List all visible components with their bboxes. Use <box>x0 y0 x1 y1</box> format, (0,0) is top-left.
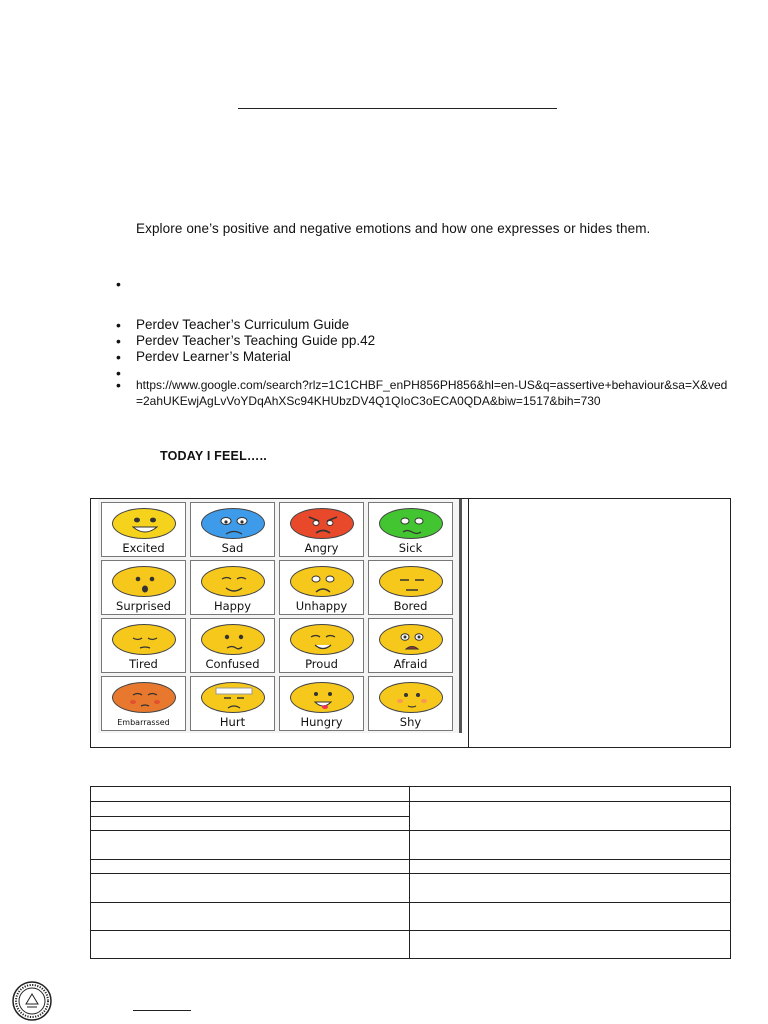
emotion-cell-afraid <box>368 618 453 673</box>
bullet-icon: • <box>116 349 121 365</box>
emotion-cell-sad <box>190 502 275 557</box>
emotion-label: Hurt <box>219 715 246 729</box>
emotion-label: Hungry <box>300 715 343 729</box>
emotion-cell-surprised <box>101 560 186 615</box>
emotion-label: Excited <box>122 541 165 555</box>
hungry-face-icon <box>290 682 354 713</box>
reference-item: • Perdev Teacher’s Curriculum Guide <box>116 317 350 333</box>
activity-heading: TODAY I FEEL….. <box>160 449 267 463</box>
reference-list <box>112 276 732 409</box>
emotion-cell-happy <box>190 560 275 615</box>
sad-face-icon <box>201 508 265 539</box>
table-divider <box>468 499 469 747</box>
row-divider <box>91 801 730 802</box>
happy-face-icon <box>201 566 265 597</box>
school-seal-icon <box>12 981 52 1021</box>
emotion-cell-sick <box>368 502 453 557</box>
objective-text: Explore one’s positive and negative emotions and how one expresses or hides them. <box>136 221 651 236</box>
embarrassed-face-icon <box>112 682 176 713</box>
emotion-label: Happy <box>213 599 252 613</box>
row-divider <box>91 873 730 874</box>
proud-face-icon <box>290 624 354 655</box>
emotion-cell-proud <box>279 618 364 673</box>
emotion-cell-confused <box>190 618 275 673</box>
emotion-cell-angry <box>279 502 364 557</box>
emotion-label: Sad <box>221 541 244 555</box>
reference-item: • Perdev Learner’s Material <box>116 349 291 365</box>
emotion-cell-unhappy <box>279 560 364 615</box>
emotion-label: Unhappy <box>295 599 348 613</box>
shy-face-icon <box>379 682 443 713</box>
emotion-cell-shy <box>368 676 453 731</box>
emotion-cell-hurt <box>190 676 275 731</box>
emotions-chart <box>98 499 462 733</box>
emotion-cell-bored <box>368 560 453 615</box>
bullet-icon: • <box>116 276 121 292</box>
emotion-cell-hungry <box>279 676 364 731</box>
row-divider <box>91 902 730 903</box>
emotion-label: Tired <box>129 657 158 671</box>
reference-item <box>112 292 732 317</box>
emotion-cell-excited <box>101 502 186 557</box>
tired-face-icon <box>112 624 176 655</box>
afraid-face-icon <box>379 624 443 655</box>
emotion-cell-tired <box>101 618 186 673</box>
reference-item <box>112 365 732 381</box>
emotion-label: Embarrassed <box>117 718 170 727</box>
bored-face-icon <box>379 566 443 597</box>
emotion-label: Surprised <box>116 599 171 613</box>
angry-face-icon <box>290 508 354 539</box>
reference-item <box>112 276 732 292</box>
emotion-label: Angry <box>304 541 339 555</box>
bullet-icon: • <box>116 333 121 349</box>
surprised-face-icon <box>112 566 176 597</box>
emotion-label: Shy <box>399 715 422 729</box>
footer-line <box>133 1010 191 1011</box>
bullet-icon: • <box>116 377 121 393</box>
reference-url[interactable]: https://www.google.com/search?rlz=1C1CHBF_enPH856PH856&hl=en-US&q=assertive+behaviour&sa=X&ved=2ahUKEwjAgLvVoYDqAhXSc94KHUbzDV4Q1QIoC3oECA0QDA&biw=1517&bih=730 <box>136 378 728 408</box>
sick-face-icon <box>379 508 443 539</box>
reference-url-item[interactable] <box>112 377 732 409</box>
hurt-face-icon <box>201 682 265 713</box>
reference-item: • Perdev Teacher’s Teaching Guide pp.42 <box>116 333 376 349</box>
emotion-label: Sick <box>398 541 423 555</box>
grin-face-icon <box>112 508 176 539</box>
bullet-icon: • <box>116 317 121 333</box>
emotion-label: Afraid <box>393 657 428 671</box>
bullet-icon: • <box>116 365 121 381</box>
unhappy-face-icon <box>290 566 354 597</box>
title-blank-line <box>238 108 557 109</box>
feelings-table <box>90 498 731 748</box>
row-divider <box>91 859 730 860</box>
emotion-label: Bored <box>393 599 428 613</box>
worksheet-table <box>90 786 731 959</box>
emotion-label: Proud <box>305 657 338 671</box>
emotion-cell-embarrassed <box>101 676 186 731</box>
row-divider <box>91 830 730 831</box>
emotion-label: Confused <box>205 657 260 671</box>
confused-face-icon <box>201 624 265 655</box>
row-divider <box>91 930 730 931</box>
emotions-grid <box>101 502 453 731</box>
row-divider <box>91 816 409 817</box>
